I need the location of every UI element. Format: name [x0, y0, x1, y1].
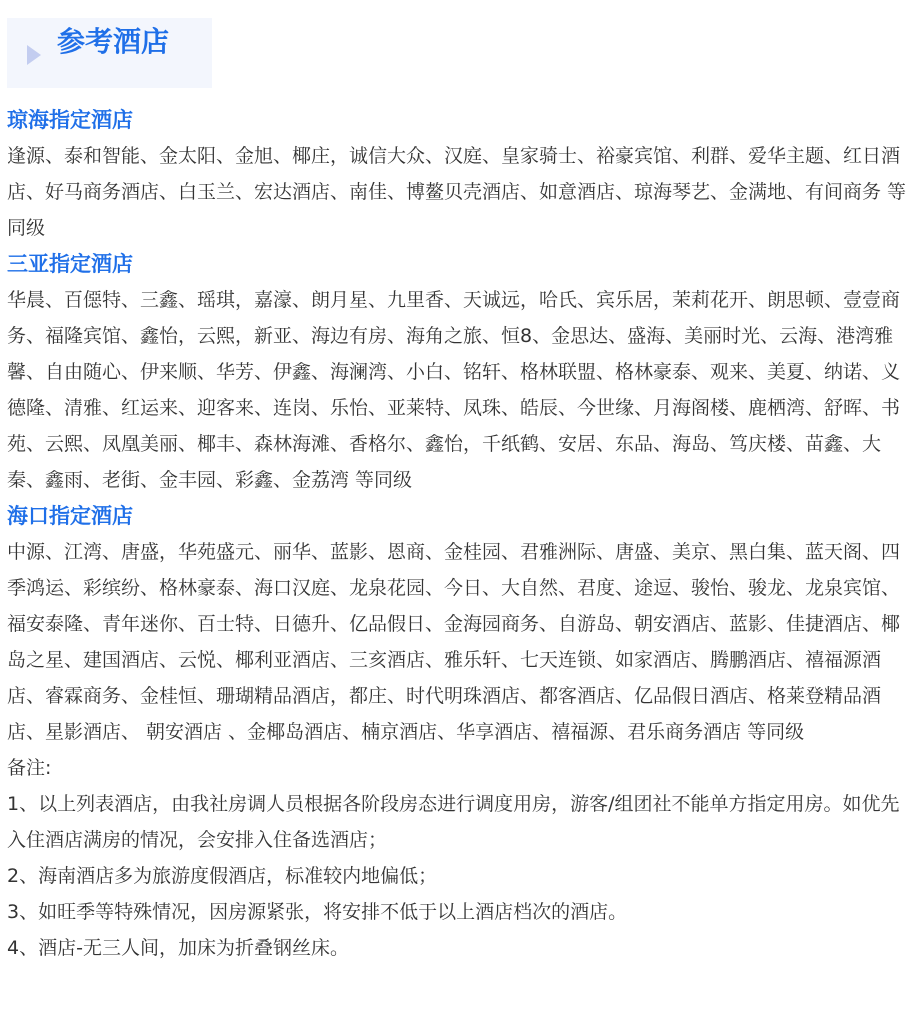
note-item: 2、海南酒店多为旅游度假酒店，标准较内地偏低； — [7, 865, 438, 887]
section-haikou — [7, 498, 912, 750]
page-title: 参考酒店 — [57, 25, 170, 58]
play-arrow-icon — [27, 45, 41, 65]
notes-section — [7, 750, 912, 966]
hotel-paragraph: 华晨、百僫特、三鑫、瑶琪，嘉濠、朗月星、九里香、天诚远，哈氏、宾乐居，茉莉花开、朗思顿、壹壹商务、福隆宾馆、鑫怡，云熙，新亚、海边有房、海角之旅、恒8、金思达、盛海、美丽时光、云海、港湾雅馨、自由随心、伊来顺、华芳、伊鑫、海澜湾、小白、铭轩、格林联盟、格林豪泰、观来、美夏、纳诺、义德隆、清雅、红运来、迎客来、连岗、乐怡、亚莱特、凤珠、皓辰、今世缘、月海阁楼、鹿栖湾、舒晖、书苑、云熙、凤凰美丽、椰丰、森林海滩、香格尔、鑫怡，千纸鹤、安居、东品、海岛、笃庆楼、苗鑫、大秦、鑫雨、老街、金丰园、彩鑫、金荔湾 等同级 — [7, 289, 901, 491]
section-heading: 海口指定酒店 — [7, 504, 133, 528]
notes-label: 备注: — [7, 757, 52, 779]
note-item: 3、如旺季等特殊情况，因房源紧张，将安排不低于以上酒店档次的酒店。 — [7, 901, 628, 923]
section-qionghai — [7, 102, 912, 246]
section-heading: 三亚指定酒店 — [7, 252, 133, 276]
section-heading: 琼海指定酒店 — [7, 108, 133, 132]
section-sanya — [7, 246, 912, 498]
note-item: 4、酒店-无三人间，加床为折叠钢丝床。 — [7, 937, 349, 959]
hotel-paragraph: 中源、江湾、唐盛，华苑盛元、丽华、蓝影、恩商、金桂园、君雅洲际、唐盛、美京、黑白集、蓝天阁、四季鸿运、彩缤纷、格林豪泰、海口汉庭、龙泉花园、今日、大自然、君度、途逗、骏怡、骏龙、龙泉宾馆、福安泰隆、青年迷你、百士特、日德升、亿品假日、金海园商务、自游岛、朝安酒店、蓝影、佳捷酒店、椰岛之星、建国酒店、云悦、椰利亚酒店、三亥酒店、雅乐轩、七天连锁、如家酒店、腾鹏酒店、禧福源酒店、睿霖商务、金桂恒、珊瑚精品酒店，都庄、时代明珠酒店、都客酒店、亿品假日酒店、格莱登精品酒店、星影酒店、 朝安酒店 、金椰岛酒店、楠京酒店、华享酒店、禧福源、君乐商务酒店 等同级 — [7, 541, 901, 743]
note-item: 1、以上列表酒店，由我社房调人员根据各阶段房态进行调度用房，游客/组团社不能单方指定用房。如优先入住酒店满房的情况，会安排入住备选酒店； — [7, 793, 900, 851]
hotel-list — [7, 102, 912, 966]
hotel-paragraph: 逢源、泰和智能、金太阳、金旭、椰庄，诚信大众、汉庭、皇家骑士、裕豪宾馆、利群、爱华主题、红日酒店、好马商务酒店、白玉兰、宏达酒店、南佳、博鳌贝壳酒店、如意酒店、琼海琴艺、金满地、有间商务 等同级 — [7, 145, 907, 239]
title-box — [7, 18, 212, 88]
